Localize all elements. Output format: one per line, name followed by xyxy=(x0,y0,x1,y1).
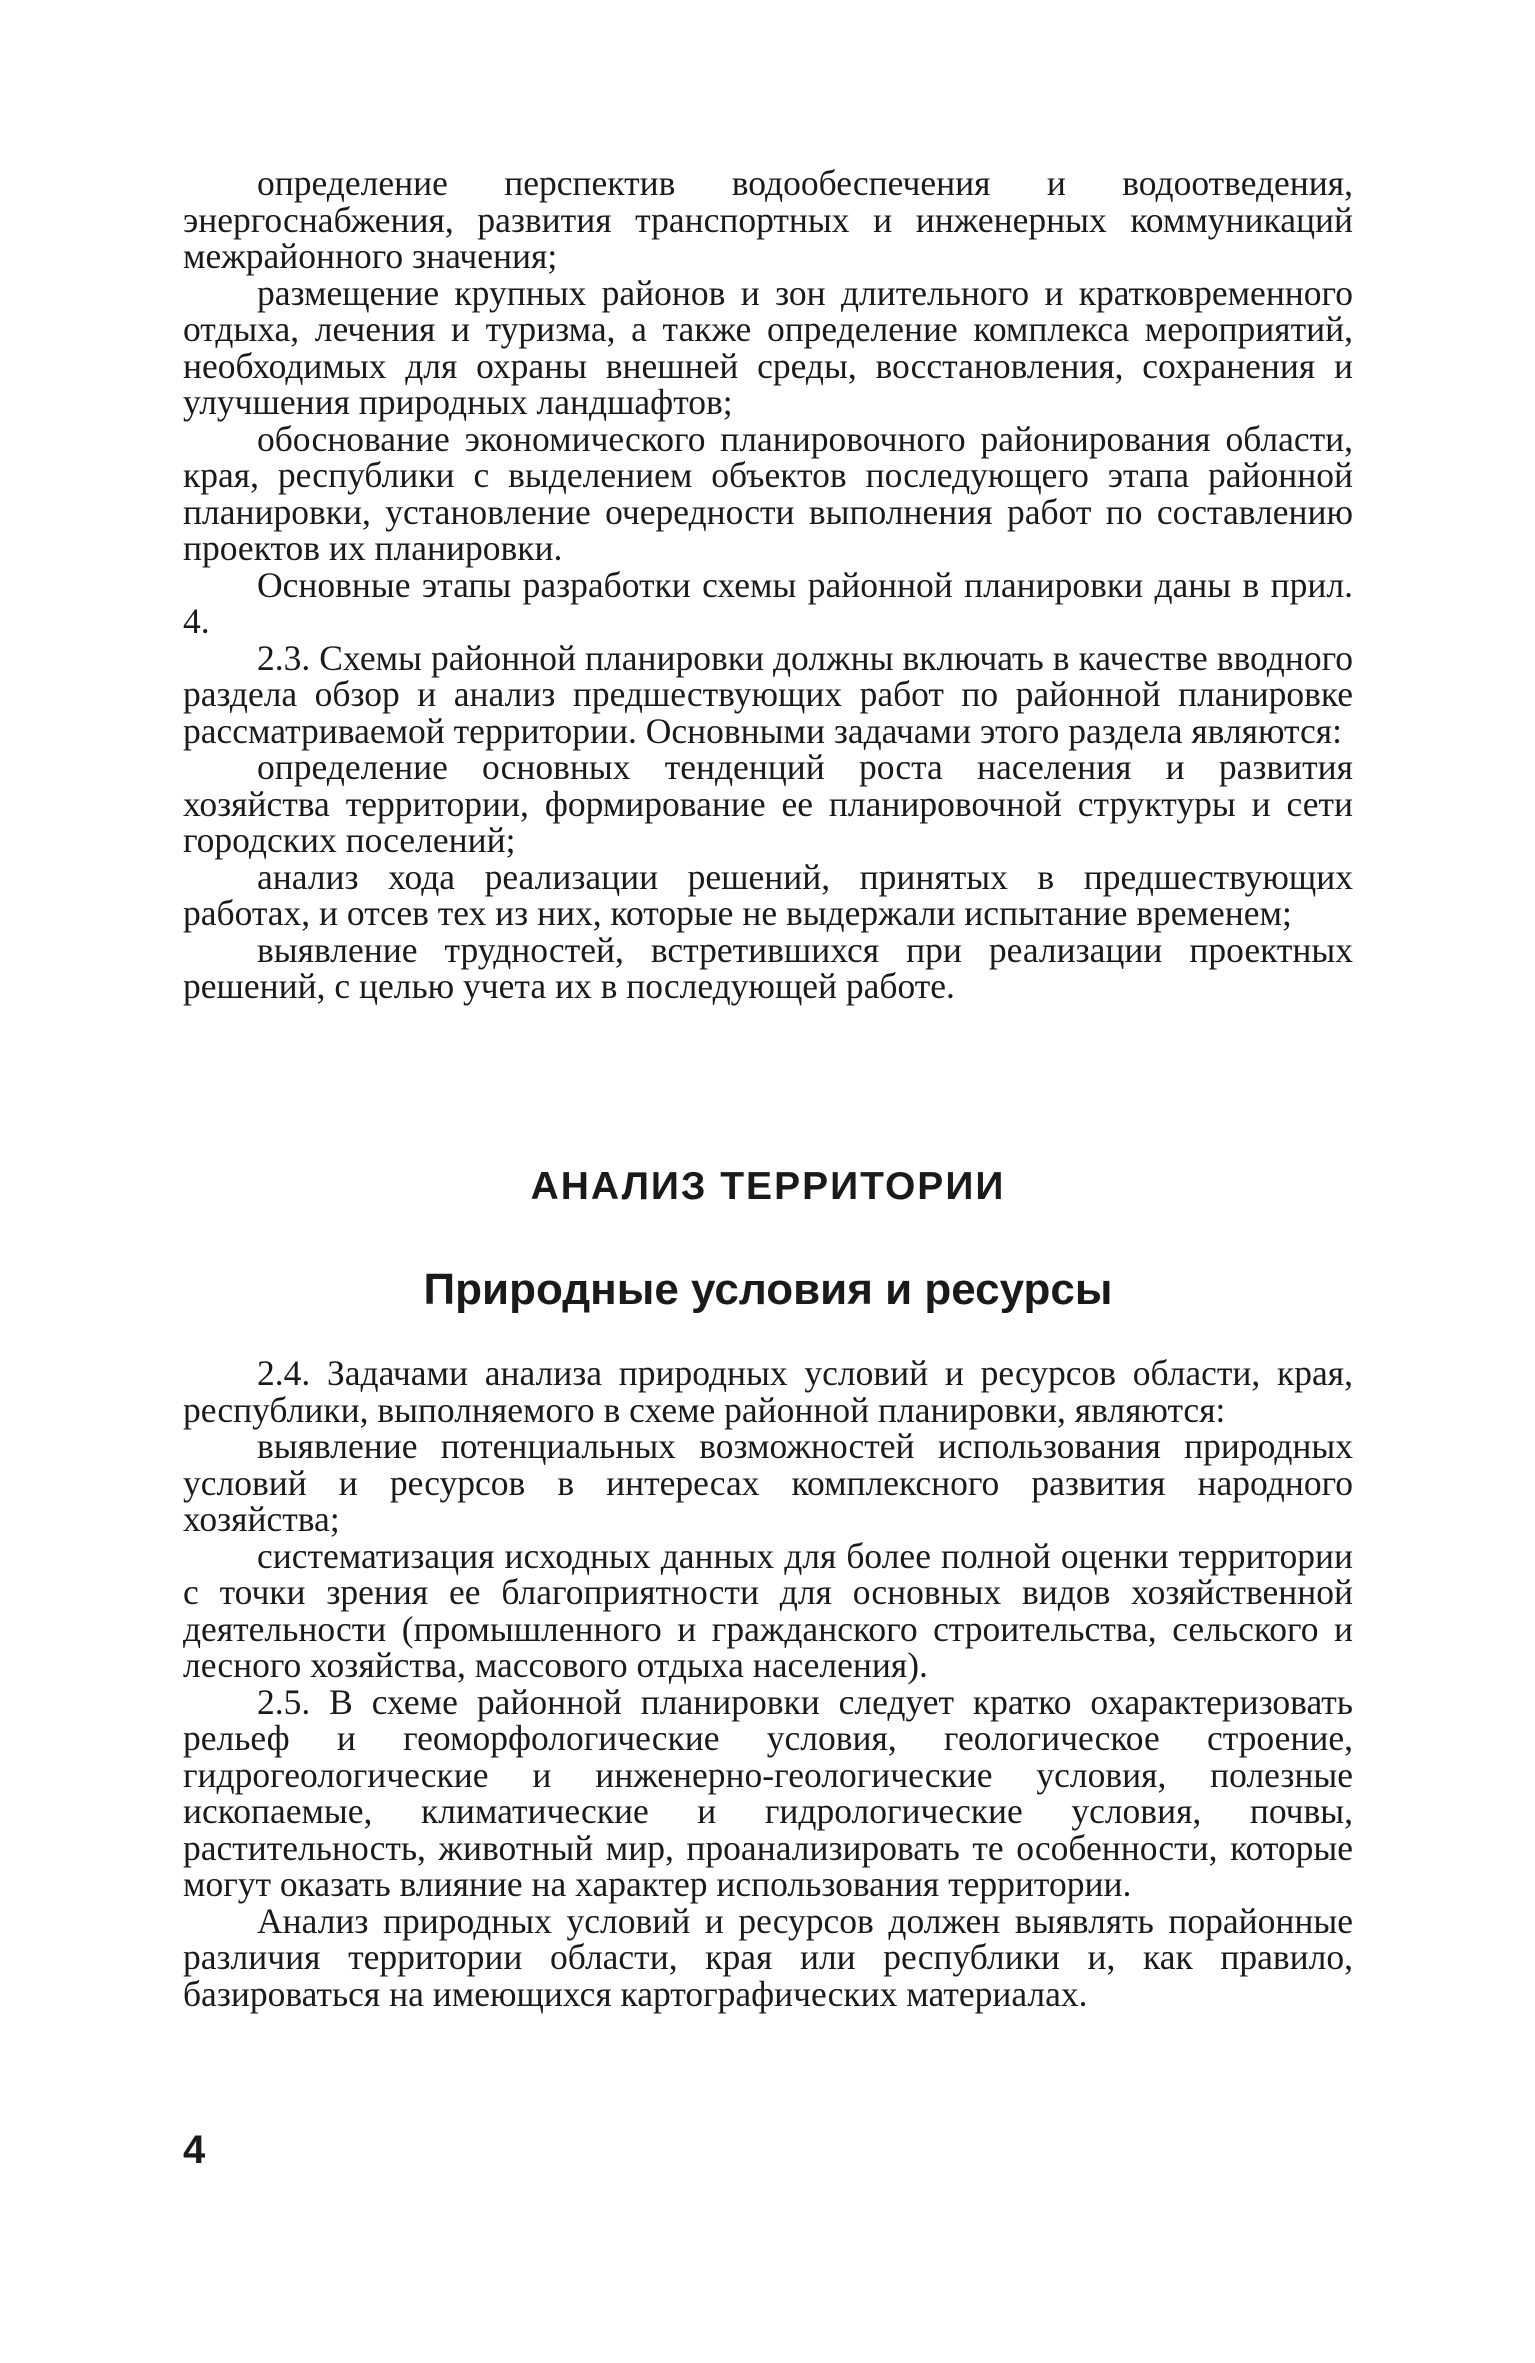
paragraph: выявление трудностей, встретившихся при реализации проектных решений, с целью учета их в последующей работе. xyxy=(183,929,1353,1006)
paragraph: выявление потенциальных возможностей использования природных условий и ресурсов в интересах комплексного развития народного хозяйства; xyxy=(183,1426,1353,1539)
paragraph: анализ хода реализации решений, принятых в предшествующих работах, и отсев тех из них, которые не выдержали испытание временем; xyxy=(183,856,1353,933)
text-block-top xyxy=(183,165,1353,1005)
paragraph: определение основных тенденций роста населения и развития хозяйства территории, формирование ее планировочной структуры и сети городских поселений; xyxy=(183,747,1353,860)
paragraph: Основные этапы разработки схемы районной планировки даны в прил. 4. xyxy=(183,564,1353,641)
paragraph: определение перспектив водообеспечения и водоотведения, энергоснабжения, развития транспортных и инженерных коммуникаций межрайонного значения; xyxy=(183,163,1353,276)
paragraph: обоснование экономического планировочного районирования области, края, республики с выделением объектов последующего этапа районной планировки, установление очередности выполнения работ по составлению проектов их планировки. xyxy=(183,418,1353,568)
paragraph: 2.4. Задачами анализа природных условий и ресурсов области, края, республики, выполняемого в схеме районной планировки, являются: xyxy=(183,1353,1353,1430)
subsection-heading: Природные условия и ресурсы xyxy=(423,1265,1113,1314)
paragraph: 2.5. В схеме районной планировки следует кратко охарактеризовать рельеф и геоморфологические условия, геологическое строение, гидрогеологические и инженерно-геологические условия, полезные ископаемые, климатические и гидрологические условия, почвы, растительность, животный мир, проанализировать те особенности, которые могут оказать влияние на характер использования территории. xyxy=(183,1681,1353,1904)
section-heading: АНАЛИЗ ТЕРРИТОРИИ xyxy=(530,1165,1006,1208)
paragraph: систематизация исходных данных для более полной оценки территории с точки зрения ее благоприятности для основных видов хозяйственной деятельности (промышленного и гражданского строительства, сельского и лесного хозяйства, массового отдыха населения). xyxy=(183,1535,1353,1685)
paragraph: Анализ природных условий и ресурсов должен выявлять порайонные различия территории области, края или республики и, как правило, базироваться на имеющихся картографических материалах. xyxy=(183,1900,1353,2014)
text-block-bottom xyxy=(183,1355,1353,2012)
paragraph: 2.3. Схемы районной планировки должны включать в качестве вводного раздела обзор и анализ предшествующих работ по районной планировке рассматриваемой территории. Основными задачами этого раздела являются: xyxy=(183,637,1353,751)
paragraph: размещение крупных районов и зон длительного и кратковременного отдыха, лечения и туризма, а также определение комплекса мероприятий, необходимых для охраны внешней среды, восстановления, сохранения и улучшения природных ландшафтов; xyxy=(183,272,1353,422)
page-number: 4 xyxy=(183,2128,206,2172)
